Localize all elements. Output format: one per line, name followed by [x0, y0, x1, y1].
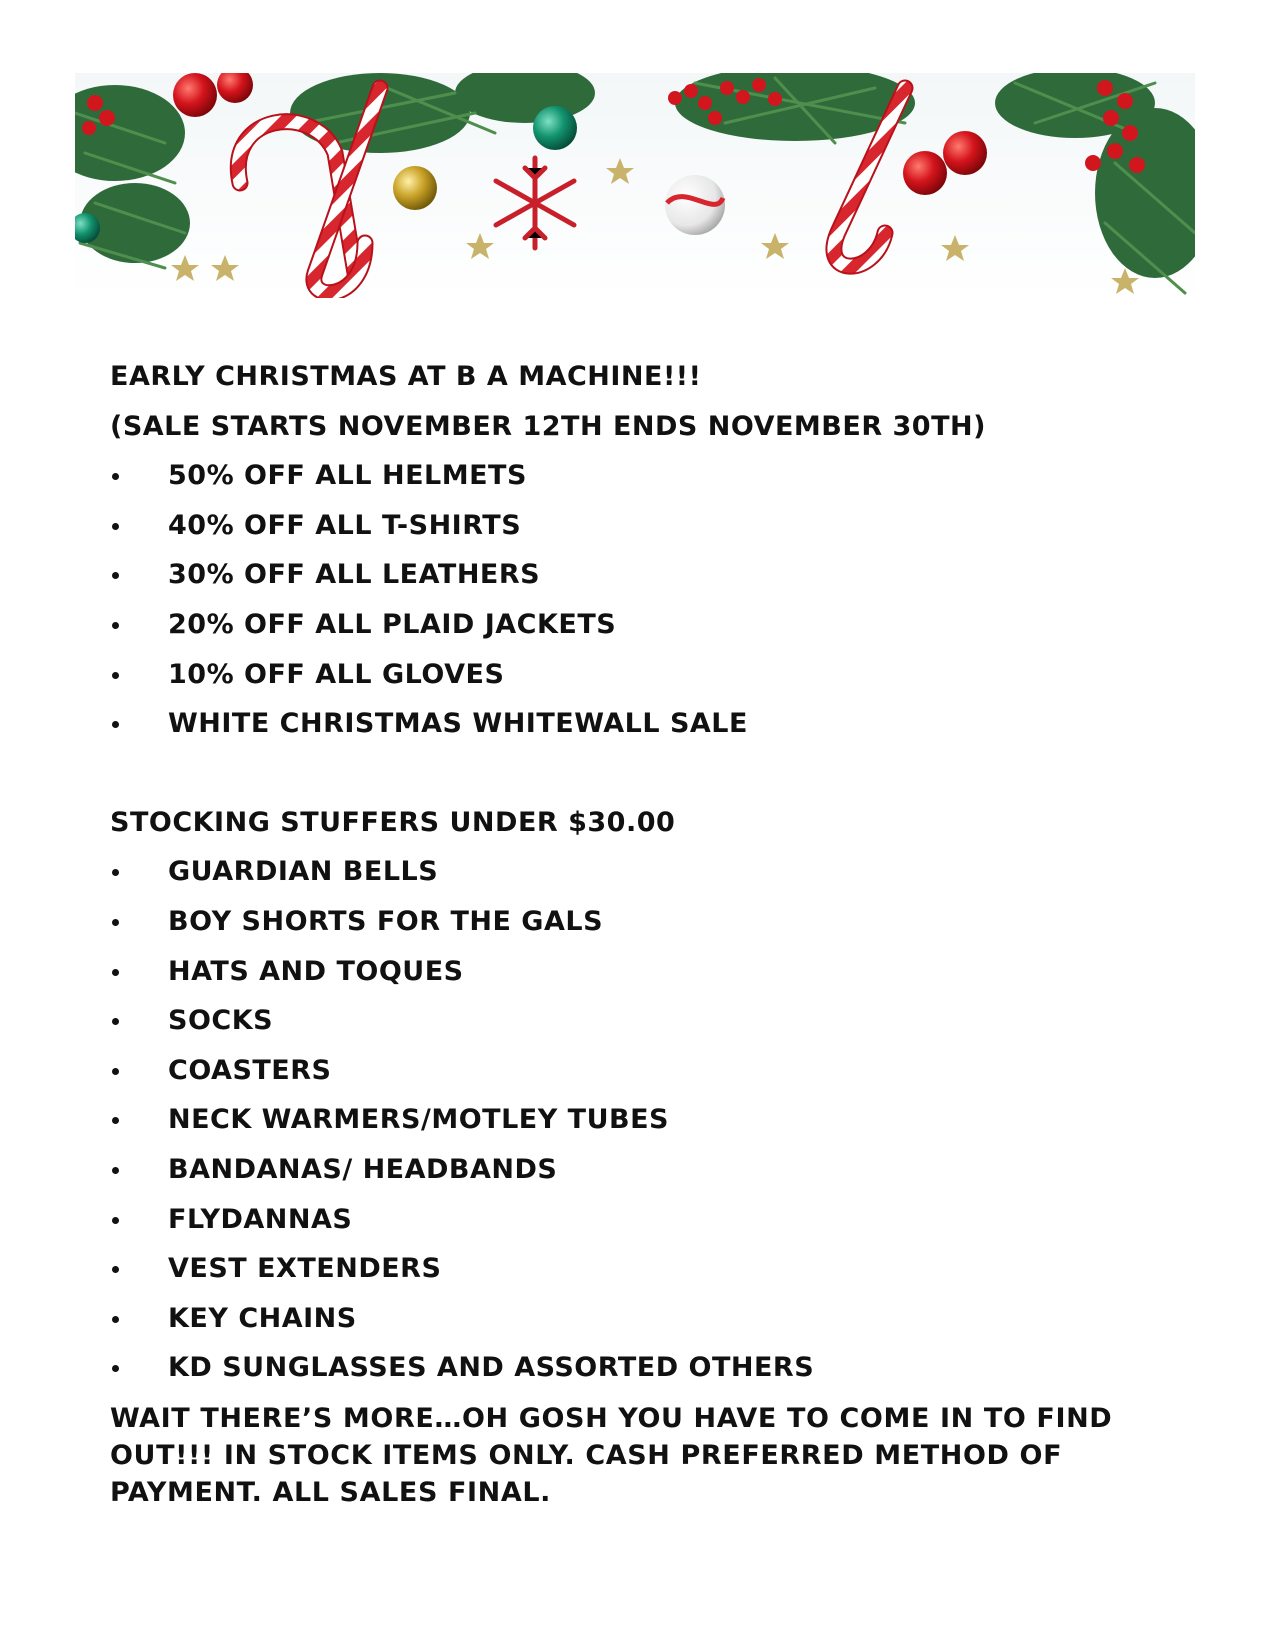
list-item: KEY CHAINS — [110, 1294, 1190, 1344]
headline: EARLY CHRISTMAS AT B A MACHINE!!! — [110, 361, 702, 392]
stocking-stuffers-list — [110, 847, 1190, 1393]
sale-items-list — [110, 451, 1190, 749]
list-item: BANDANAS/ HEADBANDS — [110, 1145, 1190, 1195]
list-item: 50% OFF ALL HELMETS — [110, 451, 1190, 501]
flyer-content — [110, 352, 1190, 1511]
list-item: GUARDIAN BELLS — [110, 847, 1190, 897]
bullet-icon — [112, 1068, 119, 1075]
closing-note: WAIT THERE’S MORE…OH GOSH YOU HAVE TO COME IN TO FIND OUT!!! IN STOCK ITEMS ONLY. CASH PREFERRED METHOD OF PAYMENT. ALL SALES FINAL. — [110, 1402, 1113, 1508]
christmas-banner-image — [75, 73, 1195, 298]
bullet-icon — [112, 869, 119, 876]
stuffers-heading: STOCKING STUFFERS UNDER $30.00 — [110, 806, 676, 838]
bullet-icon — [112, 1117, 119, 1124]
bullet-icon — [112, 1316, 119, 1323]
list-item: NECK WARMERS/MOTLEY TUBES — [110, 1095, 1190, 1145]
bullet-icon — [112, 1266, 119, 1273]
bullet-icon — [112, 672, 119, 679]
list-item: SOCKS — [110, 996, 1190, 1046]
list-item: 40% OFF ALL T-SHIRTS — [110, 501, 1190, 551]
bullet-icon — [112, 1167, 119, 1174]
bullet-icon — [112, 523, 119, 530]
list-item: FLYDANNAS — [110, 1195, 1190, 1245]
bullet-icon — [112, 1217, 119, 1224]
list-item: BOY SHORTS FOR THE GALS — [110, 897, 1190, 947]
bullet-icon — [112, 721, 119, 728]
list-item: KD SUNGLASSES AND ASSORTED OTHERS — [110, 1343, 1190, 1393]
sale-dates: (SALE STARTS NOVEMBER 12TH ENDS NOVEMBER 30TH) — [110, 410, 986, 442]
list-item: COASTERS — [110, 1046, 1190, 1096]
bullet-icon — [112, 572, 119, 579]
bullet-icon — [112, 622, 119, 629]
list-item: HATS AND TOQUES — [110, 947, 1190, 997]
bullet-icon — [112, 473, 119, 480]
list-item: VEST EXTENDERS — [110, 1244, 1190, 1294]
bullet-icon — [112, 1018, 119, 1025]
list-item: 20% OFF ALL PLAID JACKETS — [110, 600, 1190, 650]
list-item: 30% OFF ALL LEATHERS — [110, 550, 1190, 600]
bullet-icon — [112, 1365, 119, 1372]
list-item: WHITE CHRISTMAS WHITEWALL SALE — [110, 699, 1190, 749]
bullet-icon — [112, 969, 119, 976]
bullet-icon — [112, 919, 119, 926]
list-item: 10% OFF ALL GLOVES — [110, 650, 1190, 700]
